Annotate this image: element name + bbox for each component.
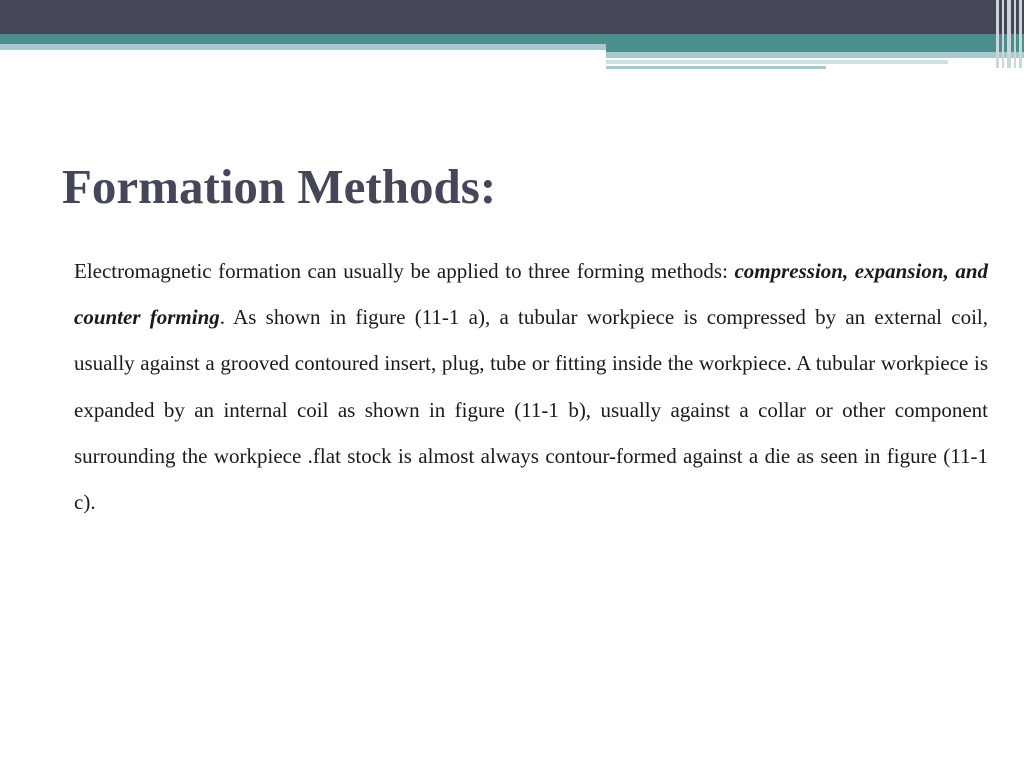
body-rest: . As shown in figure (11-1 a), a tubular workpiece is compressed by an external coil, usually against a grooved contoured insert, plug, tube or fitting inside the workpiece. A tubular workpiece is expanded by an internal coil as shown in figure (11-1 b), usually against a collar or other component surrounding the workpiece .flat stock is almost always contour-formed against a die as seen in figure (11-1 c). [74,305,988,515]
body-intro: Electromagnetic formation can usually be applied to three forming methods: [74,259,735,283]
header-dark-bar [0,0,1024,34]
slide-title: Formation Methods: [62,159,497,214]
slide-body-text [74,248,988,525]
body-methods-emphasis: compression, expansion, and counter forming [74,259,988,330]
header-teal-bar [0,34,1024,44]
header-thin-strip-right [606,66,826,69]
header-pale-strip-right [606,60,948,64]
header-light-strip [0,44,606,50]
header-teal-strip-right [606,44,1024,52]
header-vertical-stripes [994,0,1024,68]
header-light-strip-right [606,52,1024,58]
